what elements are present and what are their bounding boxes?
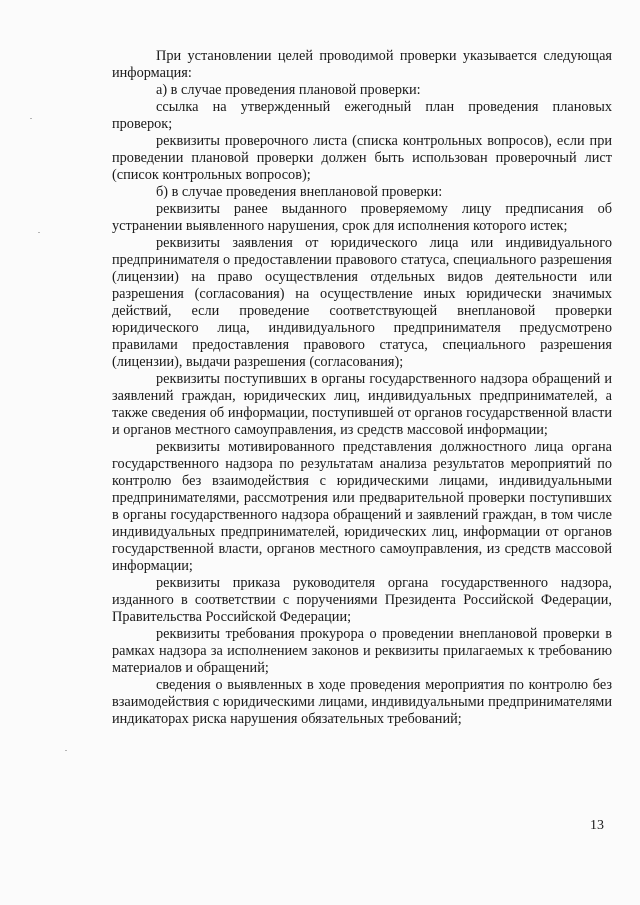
document-body: [112, 48, 612, 728]
scan-speck: [65, 750, 67, 751]
paragraph: реквизиты проверочного листа (списка контрольных вопросов), если при проведении плановой проверки должен быть использован проверочный лист (список контрольных вопросов);: [112, 133, 612, 183]
scan-speck: [38, 232, 40, 233]
paragraph: реквизиты ранее выданного проверяемому лицу предписания об устранении выявленного нарушения, срок для исполнения которого истек;: [112, 201, 612, 234]
paragraph: ссылка на утвержденный ежегодный план проведения плановых проверок;: [112, 99, 612, 132]
paragraph: реквизиты приказа руководителя органа государственного надзора, изданного в соответствии с поручениями Президента Российской Федерации, Правительства Российской Федерации;: [112, 575, 612, 625]
scan-speck: [30, 118, 32, 119]
paragraph: реквизиты требования прокурора о проведении внеплановой проверки в рамках надзора за исполнением законов и реквизиты прилагаемых к требованию материалов и обращений;: [112, 626, 612, 676]
paragraph: сведения о выявленных в ходе проведения мероприятия по контролю без взаимодействия с юридическими лицами, индивидуальными предпринимателями индикаторах риска нарушения обязательных требований;: [112, 677, 612, 727]
paragraph: а) в случае проведения плановой проверки:: [156, 82, 421, 98]
paragraph: б) в случае проведения внеплановой проверки:: [156, 184, 443, 200]
paragraph: реквизиты поступивших в органы государственного надзора обращений и заявлений граждан, юридических лиц, индивидуальных предпринимателей, а также сведения об информации, поступившей от органов государственной власти и органов местного самоуправления, из средств массовой информации;: [112, 371, 612, 438]
paragraph: При установлении целей проводимой проверки указывается следующая информация:: [112, 48, 612, 81]
paragraph: реквизиты мотивированного представления должностного лица органа государственного надзора по результатам анализа результатов мероприятий по контролю без взаимодействия с юридическими лицами, индивидуальными предпринимателями, рассмотрения или предварительной проверки поступивших в органы государственного надзора обращений и заявлений граждан, в том числе индивидуальных предпринимателей, юридических лиц, информации от органов государственной власти, органов местного самоуправления, из средств массовой информации;: [112, 439, 612, 574]
paragraph: реквизиты заявления от юридического лица или индивидуального предпринимателя о предоставлении правового статуса, специального разрешения (лицензии) на право осуществления отдельных видов деятельности или разрешения (согласования) на осуществление иных юридически значимых действий, если проведение соответствующей внеплановой проверки юридического лица, индивидуального предпринимателя предусмотрено правилами предоставления правового статуса, специального разрешения (лицензии), выдачи разрешения (согласования);: [112, 235, 612, 370]
page-number: 13: [590, 818, 604, 833]
